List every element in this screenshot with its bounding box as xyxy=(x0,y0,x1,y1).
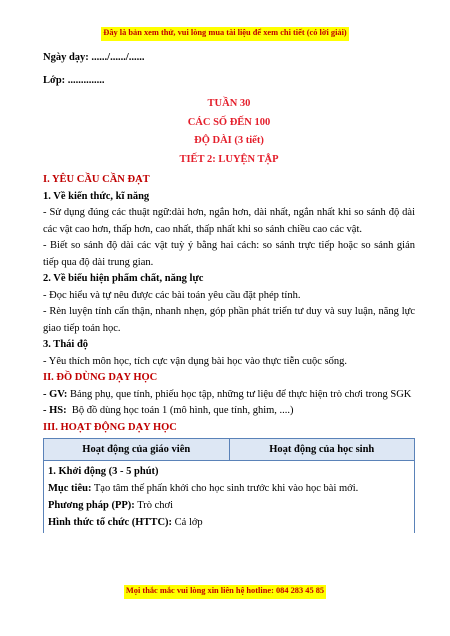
section2-heading: II. ĐỒ DÙNG DẠY HỌC xyxy=(43,372,158,383)
period-title: TIẾT 2: LUYỆN TẬP xyxy=(179,153,279,165)
table-header-row xyxy=(44,439,415,461)
lesson-titles xyxy=(43,95,415,169)
preview-banner-text: Đây là bản xem thử, vui lòng mua tài liệu để xem chi tiết (có lời giải) xyxy=(101,27,348,41)
section1-p3: - Đọc hiểu và tự nêu được các bài toán yêu cầu đặt phép tính. xyxy=(43,289,301,301)
section1-p2: - Biết so sánh độ dài các vật tuỳ ý bằng hai cách: so sánh trực tiếp hoặc so sánh gián tiếp qua độ dài trung gian. xyxy=(43,240,415,268)
row1-method xyxy=(48,497,410,514)
form-label: Hình thức tổ chức (HTTC): xyxy=(48,517,173,528)
section1-heading: I. YÊU CẦU CẦN ĐẠT xyxy=(43,174,150,185)
hs-label: - HS: xyxy=(43,405,67,416)
aim-text: Tạo tâm thế phấn khởi cho học sinh trước khi vào học bài mới. xyxy=(91,483,359,494)
row1-form xyxy=(48,514,410,531)
hotline-banner xyxy=(0,585,450,599)
class-line: Lớp: .............. xyxy=(43,74,105,86)
aim-label: Mục tiêu: xyxy=(48,483,92,494)
section1-sub2: 2. Về biểu hiện phẩm chất, năng lực xyxy=(43,273,204,284)
method-text: Trò chơi xyxy=(134,500,174,511)
row1-aim xyxy=(48,480,410,497)
activity-cell xyxy=(44,461,415,534)
date-line: Ngày dạy: ....../....../...... xyxy=(43,52,145,63)
lesson-title: ĐỘ DÀI (3 tiết) xyxy=(194,135,264,146)
table-row xyxy=(44,461,415,534)
hs-text: Bộ đồ dùng học toán 1 (mô hình, que tính, ghim, ....) xyxy=(66,405,294,416)
section1-sub3: 3. Thái độ xyxy=(43,339,89,350)
document-body xyxy=(43,50,415,533)
week-title: TUẦN 30 xyxy=(207,98,251,109)
section2-gv xyxy=(43,387,415,404)
col-student-header: Hoạt động của học sinh xyxy=(229,439,415,461)
row1-title: 1. Khởi động (3 - 5 phút) xyxy=(48,466,159,477)
form-text: Cả lớp xyxy=(172,517,203,528)
section3-heading: III. HOẠT ĐỘNG DẠY HỌC xyxy=(43,421,177,433)
section2-hs xyxy=(43,403,415,420)
gv-text: Bảng phụ, que tính, phiếu học tập, những tư liệu để thực hiện trò chơi trong SGK xyxy=(67,388,412,400)
section1-sub1: 1. Về kiến thức, kĩ năng xyxy=(43,190,150,202)
preview-banner xyxy=(0,27,450,41)
method-label: Phương pháp (PP): xyxy=(48,500,135,511)
col-teacher-header: Hoạt động của giáo viên xyxy=(44,439,230,461)
hotline-banner-text: Mọi thắc mắc vui lòng xin liên hệ hotline: 084 283 45 85 xyxy=(124,585,326,599)
activity-table xyxy=(43,438,415,533)
section1-p1: - Sử dụng đúng các thuật ngữ:dài hơn, ngắn hơn, dài nhất, ngắn nhất khi so sánh độ dài các vật cao hơn, thấp hơn, cao nhất, thấp nhất khi so sánh chiều cao các vật. xyxy=(43,207,415,235)
unit-title: CÁC SỐ ĐẾN 100 xyxy=(187,116,271,128)
section1-p5: - Yêu thích môn học, tích cực vận dụng bài học vào thực tiễn cuộc sống. xyxy=(43,355,348,367)
gv-label: - GV: xyxy=(43,388,68,400)
section1-p4: - Rèn luyện tính cẩn thận, nhanh nhẹn, góp phần phát triển tư duy và suy luận, năng lực giao tiếp toán học. xyxy=(43,306,415,334)
